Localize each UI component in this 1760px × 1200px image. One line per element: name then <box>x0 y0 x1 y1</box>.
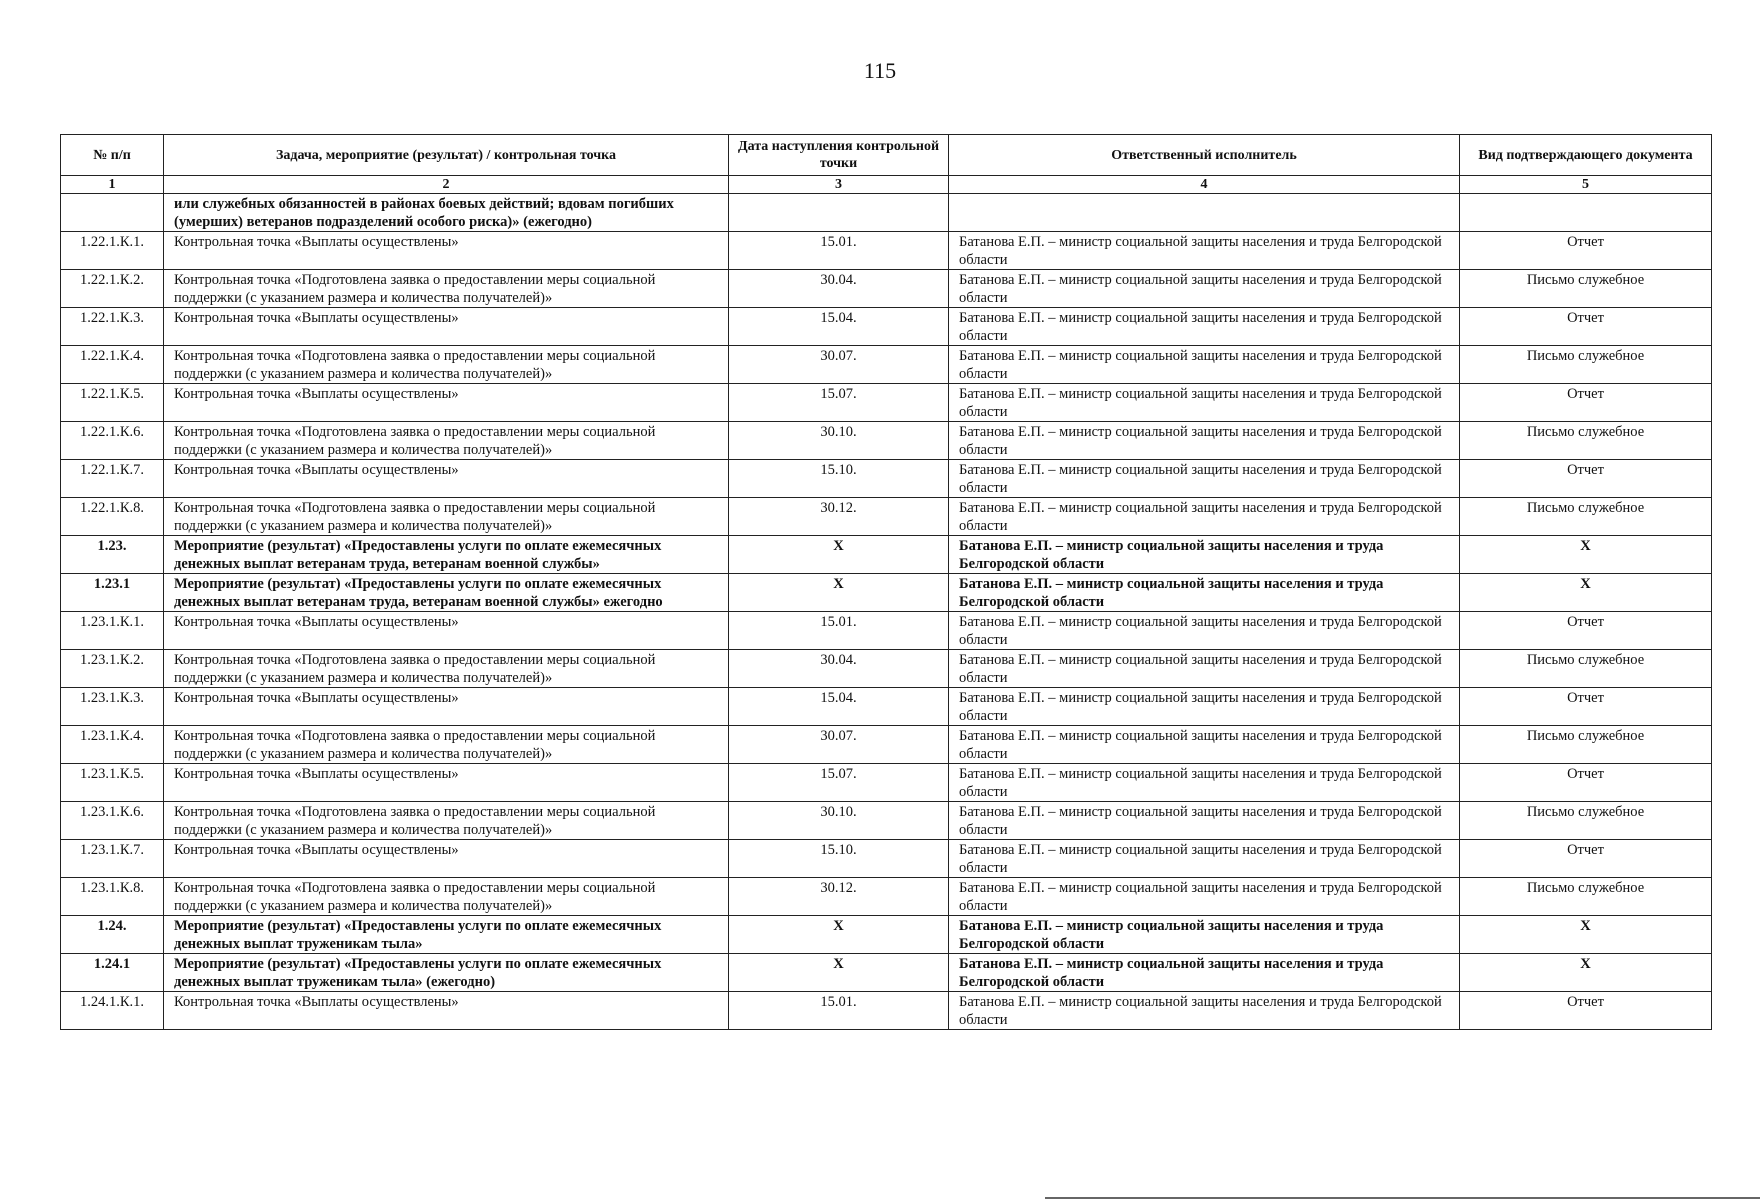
row-document-type: Отчет <box>1460 384 1712 422</box>
row-number: 1.22.1.К.7. <box>61 460 164 498</box>
table-row <box>61 992 1712 1030</box>
row-task: Мероприятие (результат) «Предоставлены услуги по оплате ежемесячных денежных выплат труженикам тыла» <box>164 916 729 954</box>
column-number-row <box>61 176 1712 194</box>
row-number: 1.22.1.К.1. <box>61 232 164 270</box>
row-responsible: Батанова Е.П. – министр социальной защиты населения и труда Белгородской области <box>949 384 1460 422</box>
row-date: 30.07. <box>729 726 949 764</box>
table-row <box>61 498 1712 536</box>
row-task: Контрольная точка «Подготовлена заявка о предоставлении меры социальной поддержки (с указанием размера и количества получателей)» <box>164 802 729 840</box>
table-header-row <box>61 135 1712 176</box>
row-document-type: Письмо служебное <box>1460 878 1712 916</box>
row-number: 1.22.1.К.6. <box>61 422 164 460</box>
table-row <box>61 840 1712 878</box>
table-row <box>61 460 1712 498</box>
row-document-type: Письмо служебное <box>1460 346 1712 384</box>
row-task: Контрольная точка «Подготовлена заявка о предоставлении меры социальной поддержки (с указанием размера и количества получателей)» <box>164 422 729 460</box>
header-responsible: Ответственный исполнитель <box>949 135 1460 176</box>
row-date: 15.01. <box>729 232 949 270</box>
row-responsible: Батанова Е.П. – министр социальной защиты населения и труда Белгородской области <box>949 536 1460 574</box>
row-date: 15.07. <box>729 764 949 802</box>
row-responsible: Батанова Е.П. – министр социальной защиты населения и труда Белгородской области <box>949 688 1460 726</box>
row-date: 15.01. <box>729 612 949 650</box>
row-responsible: Батанова Е.П. – министр социальной защиты населения и труда Белгородской области <box>949 726 1460 764</box>
row-document-type: Письмо служебное <box>1460 498 1712 536</box>
row-number: 1.23. <box>61 536 164 574</box>
row-document-type: Письмо служебное <box>1460 270 1712 308</box>
row-number: 1.23.1.К.4. <box>61 726 164 764</box>
row-task: Контрольная точка «Выплаты осуществлены» <box>164 764 729 802</box>
row-number: 1.23.1.К.3. <box>61 688 164 726</box>
row-document-type: Письмо служебное <box>1460 726 1712 764</box>
row-task: Контрольная точка «Выплаты осуществлены» <box>164 460 729 498</box>
row-responsible <box>949 194 1460 232</box>
table-body <box>61 194 1712 1030</box>
header-document: Вид подтверждающего документа <box>1460 135 1712 176</box>
row-document-type: Х <box>1460 954 1712 992</box>
page-number: 115 <box>863 58 897 83</box>
row-document-type: Отчет <box>1460 764 1712 802</box>
row-date: Х <box>729 574 949 612</box>
row-responsible: Батанова Е.П. – министр социальной защиты населения и труда Белгородской области <box>949 498 1460 536</box>
row-task: Контрольная точка «Выплаты осуществлены» <box>164 688 729 726</box>
row-responsible: Батанова Е.П. – министр социальной защиты населения и труда Белгородской области <box>949 954 1460 992</box>
row-responsible: Батанова Е.П. – министр социальной защиты населения и труда Белгородской области <box>949 460 1460 498</box>
row-task: Контрольная точка «Выплаты осуществлены» <box>164 308 729 346</box>
bottom-rule <box>1045 1197 1760 1199</box>
row-date <box>729 194 949 232</box>
table-row <box>61 232 1712 270</box>
row-task: Контрольная точка «Подготовлена заявка о предоставлении меры социальной поддержки (с указанием размера и количества получателей)» <box>164 650 729 688</box>
row-date: 30.04. <box>729 650 949 688</box>
row-date: 15.01. <box>729 992 949 1030</box>
row-date: 15.10. <box>729 460 949 498</box>
row-task: Мероприятие (результат) «Предоставлены услуги по оплате ежемесячных денежных выплат ветеранам труда, ветеранам военной службы» <box>164 536 729 574</box>
row-responsible: Батанова Е.П. – министр социальной защиты населения и труда Белгородской области <box>949 308 1460 346</box>
row-document-type: Отчет <box>1460 688 1712 726</box>
row-document-type: Отчет <box>1460 308 1712 346</box>
row-date: 30.07. <box>729 346 949 384</box>
row-document-type: Письмо служебное <box>1460 422 1712 460</box>
row-document-type <box>1460 194 1712 232</box>
row-document-type: Письмо служебное <box>1460 802 1712 840</box>
row-number: 1.22.1.К.3. <box>61 308 164 346</box>
row-document-type: Отчет <box>1460 460 1712 498</box>
row-task: Мероприятие (результат) «Предоставлены услуги по оплате ежемесячных денежных выплат ветеранам труда, ветеранам военной службы» ежегодно <box>164 574 729 612</box>
table-row <box>61 346 1712 384</box>
row-date: Х <box>729 954 949 992</box>
row-number: 1.24. <box>61 916 164 954</box>
row-task: Контрольная точка «Выплаты осуществлены» <box>164 612 729 650</box>
table-row <box>61 878 1712 916</box>
control-points-table <box>60 134 1712 1030</box>
row-number: 1.23.1.К.8. <box>61 878 164 916</box>
row-responsible: Батанова Е.П. – министр социальной защиты населения и труда Белгородской области <box>949 992 1460 1030</box>
row-task: Контрольная точка «Подготовлена заявка о предоставлении меры социальной поддержки (с указанием размера и количества получателей)» <box>164 726 729 764</box>
table-row <box>61 574 1712 612</box>
row-date: Х <box>729 916 949 954</box>
table-row <box>61 194 1712 232</box>
table-row <box>61 764 1712 802</box>
row-task: Контрольная точка «Выплаты осуществлены» <box>164 992 729 1030</box>
row-date: 15.07. <box>729 384 949 422</box>
row-document-type: Письмо служебное <box>1460 650 1712 688</box>
row-responsible: Батанова Е.П. – министр социальной защиты населения и труда Белгородской области <box>949 916 1460 954</box>
column-number: 4 <box>949 176 1460 194</box>
table-row <box>61 536 1712 574</box>
row-date: 30.10. <box>729 802 949 840</box>
row-date: Х <box>729 536 949 574</box>
row-number: 1.23.1.К.5. <box>61 764 164 802</box>
table-row <box>61 954 1712 992</box>
row-number: 1.22.1.К.8. <box>61 498 164 536</box>
row-document-type: Отчет <box>1460 992 1712 1030</box>
row-responsible: Батанова Е.П. – министр социальной защиты населения и труда Белгородской области <box>949 802 1460 840</box>
row-responsible: Батанова Е.П. – министр социальной защиты населения и труда Белгородской области <box>949 840 1460 878</box>
row-date: 30.12. <box>729 498 949 536</box>
row-number <box>61 194 164 232</box>
table-row <box>61 916 1712 954</box>
table-row <box>61 650 1712 688</box>
table-row <box>61 612 1712 650</box>
row-number: 1.24.1 <box>61 954 164 992</box>
row-responsible: Батанова Е.П. – министр социальной защиты населения и труда Белгородской области <box>949 232 1460 270</box>
row-task: Контрольная точка «Подготовлена заявка о предоставлении меры социальной поддержки (с указанием размера и количества получателей)» <box>164 498 729 536</box>
row-document-type: Отчет <box>1460 840 1712 878</box>
row-number: 1.22.1.К.2. <box>61 270 164 308</box>
row-document-type: Х <box>1460 916 1712 954</box>
table-row <box>61 802 1712 840</box>
row-task: Контрольная точка «Подготовлена заявка о предоставлении меры социальной поддержки (с указанием размера и количества получателей)» <box>164 270 729 308</box>
row-number: 1.23.1 <box>61 574 164 612</box>
row-responsible: Батанова Е.П. – министр социальной защиты населения и труда Белгородской области <box>949 764 1460 802</box>
row-number: 1.23.1.К.2. <box>61 650 164 688</box>
column-number: 2 <box>164 176 729 194</box>
row-task: Контрольная точка «Выплаты осуществлены» <box>164 840 729 878</box>
row-date: 15.04. <box>729 308 949 346</box>
row-responsible: Батанова Е.П. – министр социальной защиты населения и труда Белгородской области <box>949 612 1460 650</box>
row-number: 1.24.1.К.1. <box>61 992 164 1030</box>
row-responsible: Батанова Е.П. – министр социальной защиты населения и труда Белгородской области <box>949 346 1460 384</box>
row-number: 1.23.1.К.1. <box>61 612 164 650</box>
column-number: 5 <box>1460 176 1712 194</box>
row-task: Мероприятие (результат) «Предоставлены услуги по оплате ежемесячных денежных выплат труженикам тыла» (ежегодно) <box>164 954 729 992</box>
row-date: 30.12. <box>729 878 949 916</box>
row-document-type: Х <box>1460 536 1712 574</box>
row-number: 1.22.1.К.5. <box>61 384 164 422</box>
row-date: 30.10. <box>729 422 949 460</box>
header-date: Дата наступления контрольной точки <box>729 135 949 176</box>
row-responsible: Батанова Е.П. – министр социальной защиты населения и труда Белгородской области <box>949 422 1460 460</box>
table-row <box>61 270 1712 308</box>
column-number: 3 <box>729 176 949 194</box>
header-number: № п/п <box>61 135 164 176</box>
table-row <box>61 308 1712 346</box>
table-row <box>61 384 1712 422</box>
row-responsible: Батанова Е.П. – министр социальной защиты населения и труда Белгородской области <box>949 270 1460 308</box>
row-task: Контрольная точка «Выплаты осуществлены» <box>164 232 729 270</box>
table-row <box>61 726 1712 764</box>
row-document-type: Отчет <box>1460 612 1712 650</box>
row-number: 1.23.1.К.7. <box>61 840 164 878</box>
row-task: Контрольная точка «Выплаты осуществлены» <box>164 384 729 422</box>
table-row <box>61 422 1712 460</box>
row-number: 1.22.1.К.4. <box>61 346 164 384</box>
row-date: 15.04. <box>729 688 949 726</box>
row-number: 1.23.1.К.6. <box>61 802 164 840</box>
column-number: 1 <box>61 176 164 194</box>
row-date: 15.10. <box>729 840 949 878</box>
row-responsible: Батанова Е.П. – министр социальной защиты населения и труда Белгородской области <box>949 878 1460 916</box>
table-row <box>61 688 1712 726</box>
row-task: или служебных обязанностей в районах боевых действий; вдовам погибших (умерших) ветеранов подразделений особого риска)» (ежегодно) <box>164 194 729 232</box>
row-document-type: Х <box>1460 574 1712 612</box>
header-task: Задача, мероприятие (результат) / контрольная точка <box>164 135 729 176</box>
row-task: Контрольная точка «Подготовлена заявка о предоставлении меры социальной поддержки (с указанием размера и количества получателей)» <box>164 878 729 916</box>
row-date: 30.04. <box>729 270 949 308</box>
row-responsible: Батанова Е.П. – министр социальной защиты населения и труда Белгородской области <box>949 650 1460 688</box>
row-document-type: Отчет <box>1460 232 1712 270</box>
row-responsible: Батанова Е.П. – министр социальной защиты населения и труда Белгородской области <box>949 574 1460 612</box>
row-task: Контрольная точка «Подготовлена заявка о предоставлении меры социальной поддержки (с указанием размера и количества получателей)» <box>164 346 729 384</box>
